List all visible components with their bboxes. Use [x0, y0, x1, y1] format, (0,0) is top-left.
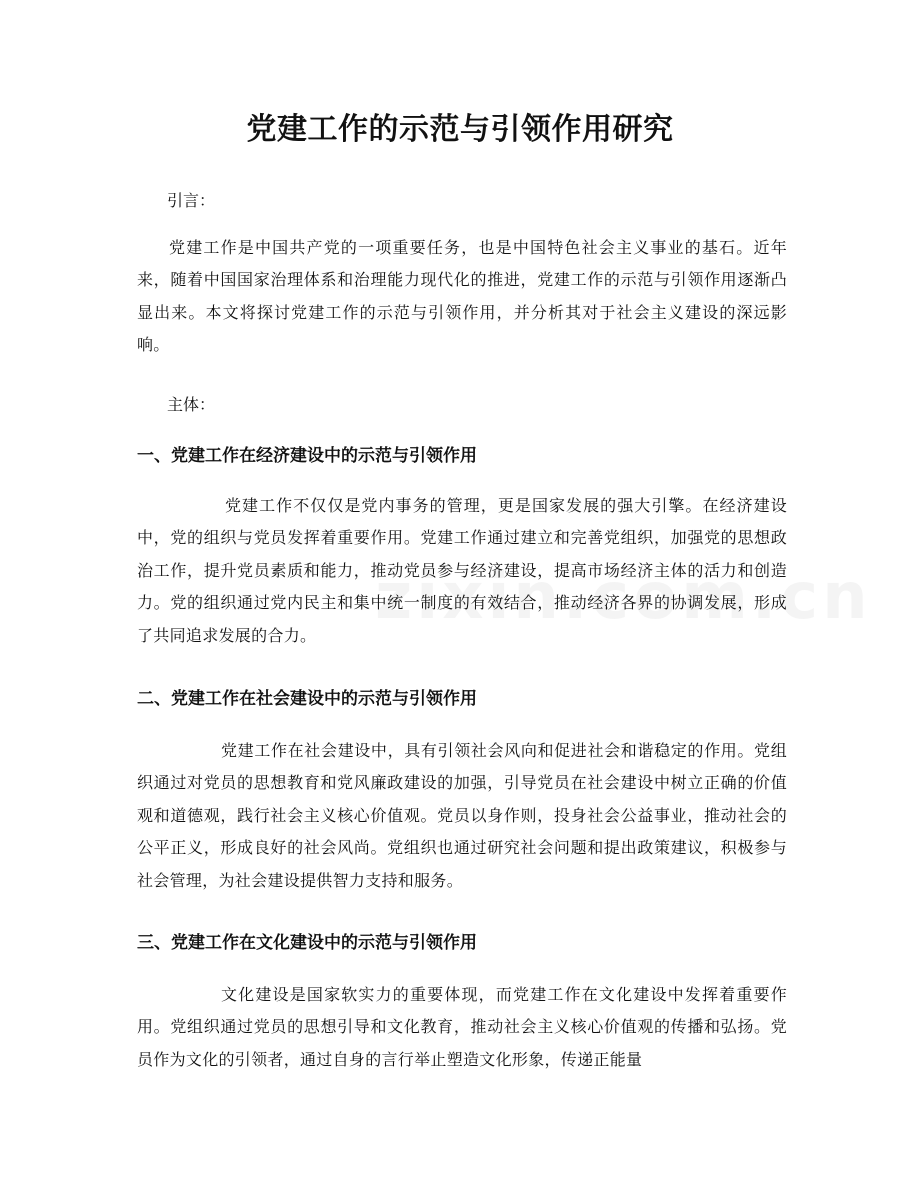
section-heading-economy: 一、党建工作在经济建设中的示范与引领作用: [137, 446, 477, 466]
section-text-economy: 党建工作不仅仅是党内事务的管理，更是国家发展的强大引擎。在经济建设中，党的组织与党员发挥着重要作用。党建工作通过建立和完善党组织，加强党的思想政治工作，提升党员素质和能力，推动党员参与经济建设，提高市场经济主体的活力和创造力。党的组织通过党内民主和集中统一制度的有效结合，推动经济各界的协调发展，形成了共同追求发展的合力。: [137, 496, 787, 645]
intro-paragraph: [137, 232, 787, 362]
body-label: 主体：: [167, 395, 216, 414]
section-paragraph-culture: [137, 979, 787, 1076]
section-text-society: 党建工作在社会建设中，具有引领社会风向和促进社会和谐稳定的作用。党组织通过对党员的思想教育和党风廉政建设的加强，引导党员在社会建设中树立正确的价值观和道德观，践行社会主义核心价值观。党员以身作则，投身社会公益事业，推动社会的公平正义，形成良好的社会风尚。党组织也通过研究社会问题和提出政策建议，积极参与社会管理，为社会建设提供智力支持和服务。: [137, 741, 787, 890]
section-text-culture: 文化建设是国家软实力的重要体现，而党建工作在文化建设中发挥着重要作用。党组织通过党员的思想引导和文化教育，推动社会主义核心价值观的传播和弘扬。党员作为文化的引领者，通过自身的言行举止塑造文化形象，传递正能量: [137, 985, 787, 1069]
intro-text: 党建工作是中国共产党的一项重要任务，也是中国特色社会主义事业的基石。近年来，随着中国国家治理体系和治理能力现代化的推进，党建工作的示范与引领作用逐渐凸显出来。本文将探讨党建工作的示范与引领作用，并分析其对于社会主义建设的深远影响。: [137, 238, 787, 355]
section-heading-society: 二、党建工作在社会建设中的示范与引领作用: [137, 689, 477, 709]
section-paragraph-society: [137, 735, 787, 897]
section-heading-culture: 三、党建工作在文化建设中的示范与引领作用: [137, 933, 477, 953]
page-title: 党建工作的示范与引领作用研究: [246, 112, 674, 147]
intro-label: 引言：: [167, 191, 216, 210]
section-paragraph-economy: [137, 490, 787, 652]
